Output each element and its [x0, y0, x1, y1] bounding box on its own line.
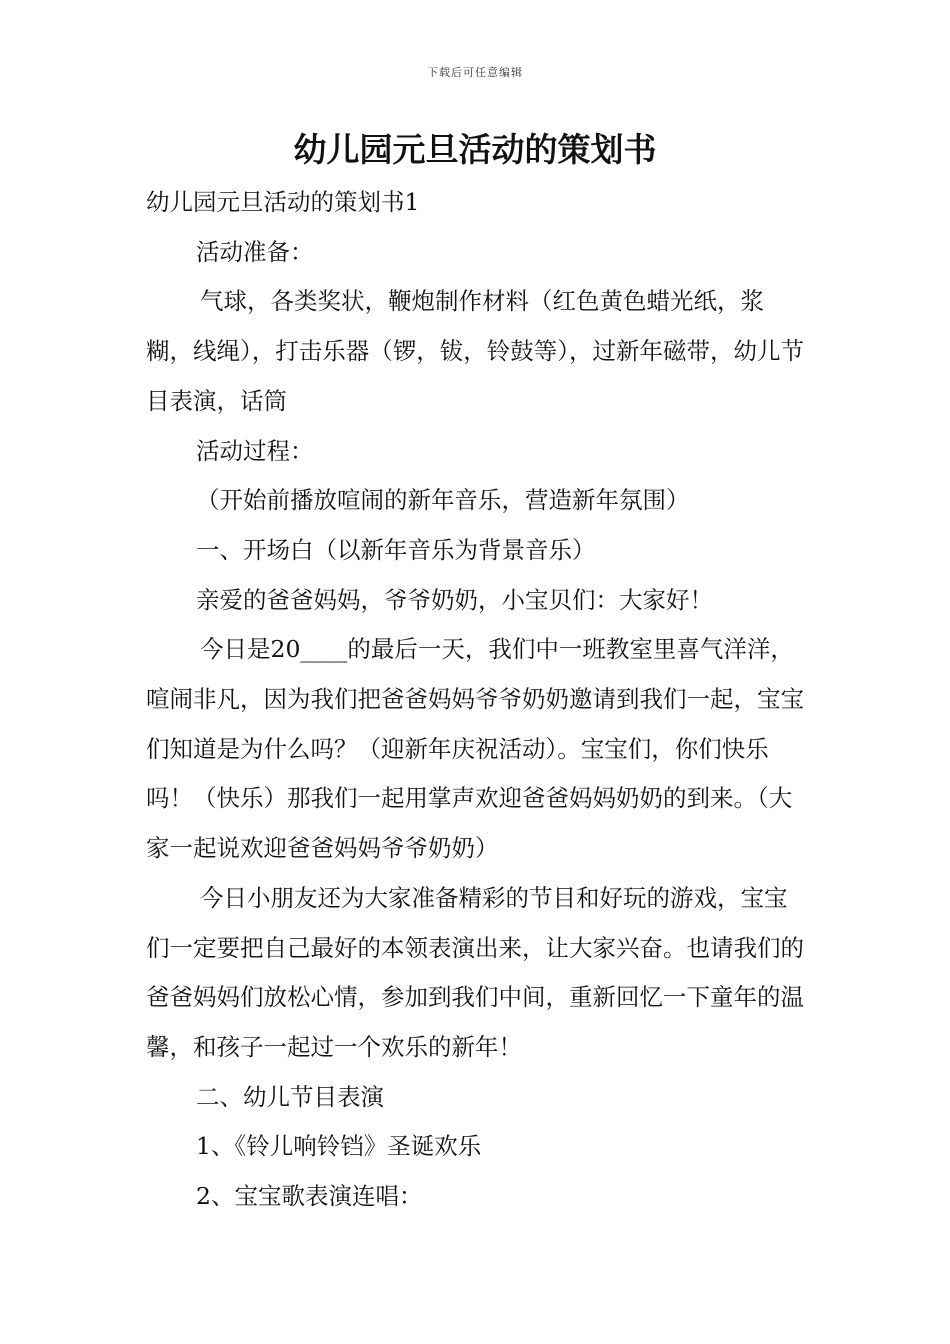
list-item-performance-1: 1、《铃儿响铃铛》圣诞欢乐: [196, 1132, 482, 1161]
paragraph-program-intro: 今日小朋友还为大家准备精彩的节目和好玩的游戏，宝宝们一定要把自己最好的本领表演出来，让大家兴奋。也请我们的爸爸妈妈们放松心情，参加到我们中间，重新回忆一下童年的温馨，和孩子一起过一个欢乐的新年！: [146, 883, 804, 1061]
paragraph-music-note: （开始前播放喧闹的新年音乐，营造新年氛围）: [196, 486, 690, 515]
document-title: 幼儿园元旦活动的策划书: [293, 130, 657, 169]
list-item-performance-2: 2、宝宝歌表演连唱：: [196, 1182, 423, 1211]
paragraph-opening-heading: 一、开场白（以新年音乐为背景音乐）: [196, 535, 596, 564]
paragraph-process-heading: 活动过程：: [196, 436, 314, 465]
paragraph-materials: 气球，各类奖状，鞭炮制作材料（红色黄色蜡光纸，浆糊，线绳），打击乐器（锣，钹，铃鼓等），过新年磁带，幼儿节目表演，话筒: [146, 287, 804, 415]
paragraph-today: 今日是20____的最后一天，我们中一班教室里喜气洋洋，喧闹非凡，因为我们把爸爸妈妈爷爷奶奶邀请到我们一起，宝宝们知道是为什么吗？（迎新年庆祝活动）。宝宝们，你们快乐吗！（快乐）那我们一起用掌声欢迎爸爸妈妈奶奶的到来。（大家一起说欢迎爸爸妈妈爷爷奶奶）: [146, 635, 804, 863]
paragraph-performance-heading: 二、幼儿节目表演: [196, 1082, 384, 1111]
document-body: [146, 178, 810, 1222]
page-header-note: 下载后可任意编辑: [427, 66, 523, 79]
document-subtitle: 幼儿园元旦活动的策划书1: [146, 188, 420, 216]
paragraph-greeting: 亲爱的爸爸妈妈，爷爷奶奶，小宝贝们：大家好！: [196, 585, 713, 614]
paragraph-preparation-heading: 活动准备：: [196, 237, 314, 266]
